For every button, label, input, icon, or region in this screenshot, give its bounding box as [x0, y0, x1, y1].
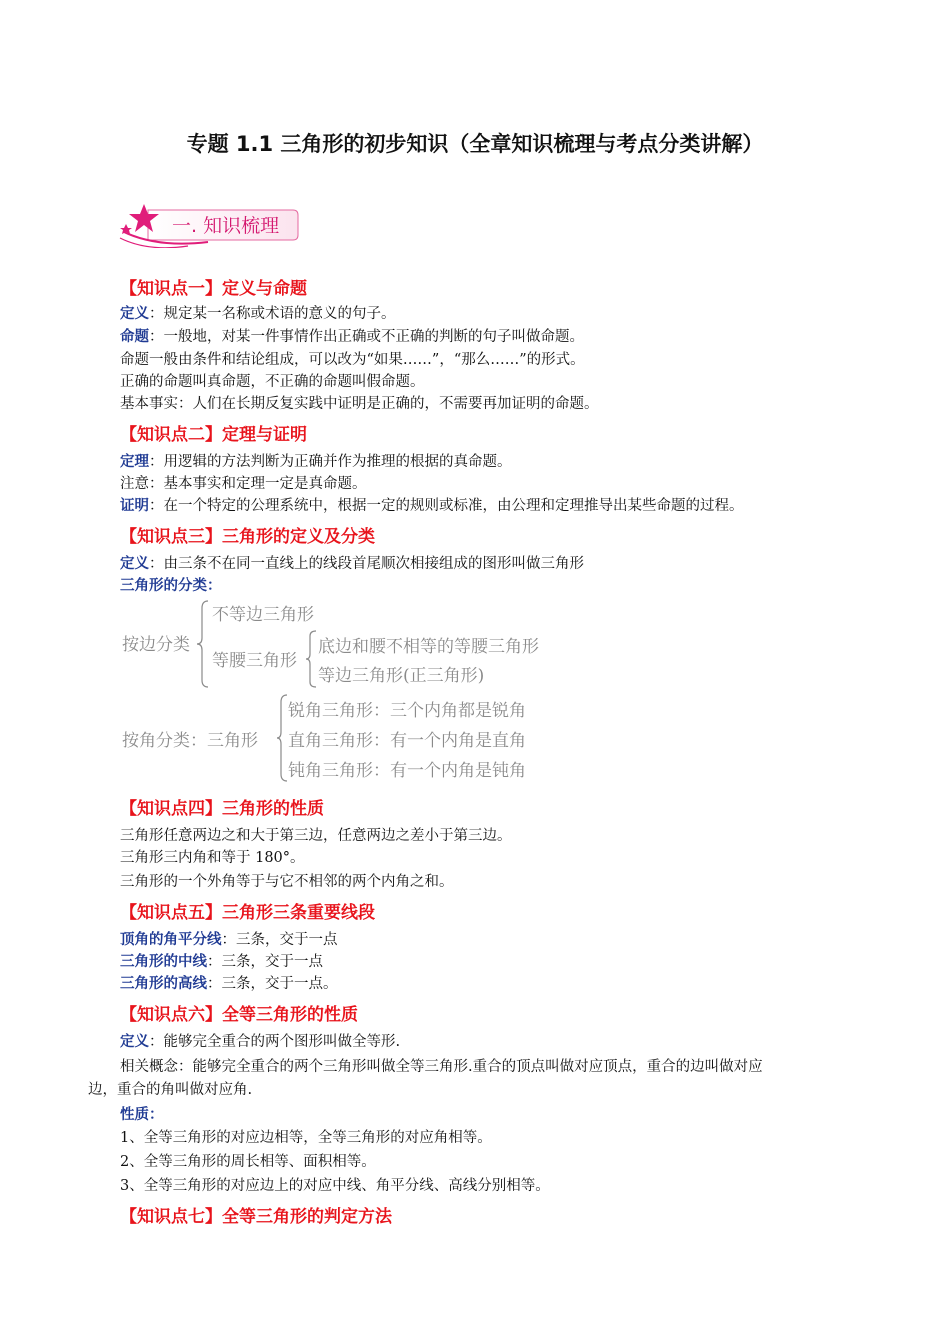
k2-proof-label: 证明	[120, 498, 149, 514]
k3-classification-label: 三角形的分类：	[120, 578, 222, 594]
k5-l2-label: 三角形的中线	[120, 954, 207, 970]
by-side-brace	[196, 600, 210, 688]
k6-def-label: 定义	[120, 1034, 149, 1050]
k2-thm-label: 定理	[120, 454, 149, 470]
k5-line1	[120, 930, 338, 950]
k5-l3-text: ：三条，交于一点。	[207, 976, 338, 992]
k7-heading: 【知识点七】全等三角形的判定方法	[120, 1207, 392, 1227]
k3-def-label: 定义	[120, 556, 149, 572]
acute-label: 锐角三角形：三个内角都是锐角	[288, 701, 526, 721]
k6-property-1: 1、全等三角形的对应边相等，全等三角形的对应角相等。	[120, 1130, 492, 1146]
iso-sub1: 底边和腰不相等的等腰三角形	[318, 637, 539, 657]
section-banner-label: 一. 知识梳理	[172, 215, 280, 237]
k5-l3-label: 三角形的高线	[120, 976, 207, 992]
k6-property-3: 3、全等三角形的对应边上的对应中线、角平分线、高线分别相等。	[120, 1178, 550, 1194]
k2-theorem	[120, 452, 512, 472]
k1-def-label: 定义	[120, 306, 149, 322]
k5-l1-label: 顶角的角平分线	[120, 932, 222, 948]
k5-line3	[120, 974, 338, 994]
k6-def-text: ：能够完全重合的两个图形叫做全等形.	[149, 1034, 401, 1050]
k6-definition	[120, 1032, 400, 1052]
iso-sub2: 等边三角形(正三角形)	[318, 666, 485, 686]
k6-concept-line1: 相关概念：能够完全重合的两个三角形叫做全等三角形.重合的顶点叫做对应顶点，重合的边叫做对应	[120, 1059, 763, 1075]
obtuse-label: 钝角三角形：有一个内角是钝角	[288, 761, 526, 781]
k3-heading: 【知识点三】三角形的定义及分类	[120, 527, 375, 547]
k4-line2: 三角形三内角和等于 180°。	[120, 850, 305, 866]
k4-line3: 三角形的一个外角等于与它不相邻的两个内角之和。	[120, 874, 454, 890]
k1-def-text: ：规定某一名称或术语的意义的句子。	[149, 306, 396, 322]
by-side-label: 按边分类	[122, 635, 190, 655]
k6-heading: 【知识点六】全等三角形的性质	[120, 1005, 358, 1025]
k6-property-2: 2、全等三角形的周长相等、面积相等。	[120, 1154, 376, 1170]
right-label: 直角三角形：有一个内角是直角	[288, 731, 526, 751]
k5-line2	[120, 952, 323, 972]
k5-heading: 【知识点五】三角形三条重要线段	[120, 903, 375, 923]
k6-property-label: 性质：	[120, 1107, 164, 1123]
document-title: 专题 1.1 三角形的初步知识（全章知识梳理与考点分类讲解）	[186, 132, 764, 156]
k2-note: 注意：基本事实和定理一定是真命题。	[120, 476, 367, 492]
isosceles-brace	[305, 630, 317, 688]
k1-prop-text: ：一般地，对某一件事情作出正确或不正确的判断的句子叫做命题。	[149, 329, 584, 345]
k2-thm-text: ：用逻辑的方法判断为正确并作为推理的根据的真命题。	[149, 454, 512, 470]
k1-heading: 【知识点一】定义与命题	[120, 279, 307, 299]
k2-proof-text: ：在一个特定的公理系统中，根据一定的规则或标准，由公理和定理推导出某些命题的过程。	[149, 498, 744, 514]
k6-concept-line2: 边，重合的角叫做对应角.	[88, 1082, 253, 1098]
k1-definition	[120, 304, 396, 324]
k2-heading: 【知识点二】定理与证明	[120, 425, 307, 445]
k1-proposition	[120, 327, 584, 347]
k1-line5: 基本事实：人们在长期反复实践中证明是正确的，不需要再加证明的命题。	[120, 396, 599, 412]
k3-def-text: ：由三条不在同一直线上的线段首尾顺次相接组成的图形叫做三角形	[149, 556, 584, 572]
k2-proof	[120, 496, 744, 516]
k1-prop-label: 命题	[120, 329, 149, 345]
k4-heading: 【知识点四】三角形的性质	[120, 799, 324, 819]
k5-l1-text: ：三条，交于一点	[221, 932, 338, 948]
scalene-label: 不等边三角形	[212, 605, 314, 625]
k1-line4: 正确的命题叫真命题，不正确的命题叫假命题。	[120, 374, 425, 390]
k4-line1: 三角形任意两边之和大于第三边，任意两边之差小于第三边。	[120, 828, 512, 844]
k3-definition	[120, 554, 584, 574]
isosceles-label: 等腰三角形	[212, 651, 297, 671]
k1-line3: 命题一般由条件和结论组成，可以改为“如果……”，“那么……”的形式。	[120, 352, 585, 368]
by-angle-label: 按角分类：三角形	[122, 731, 258, 751]
k5-l2-text: ：三条，交于一点	[207, 954, 323, 970]
by-angle-brace	[276, 694, 288, 782]
